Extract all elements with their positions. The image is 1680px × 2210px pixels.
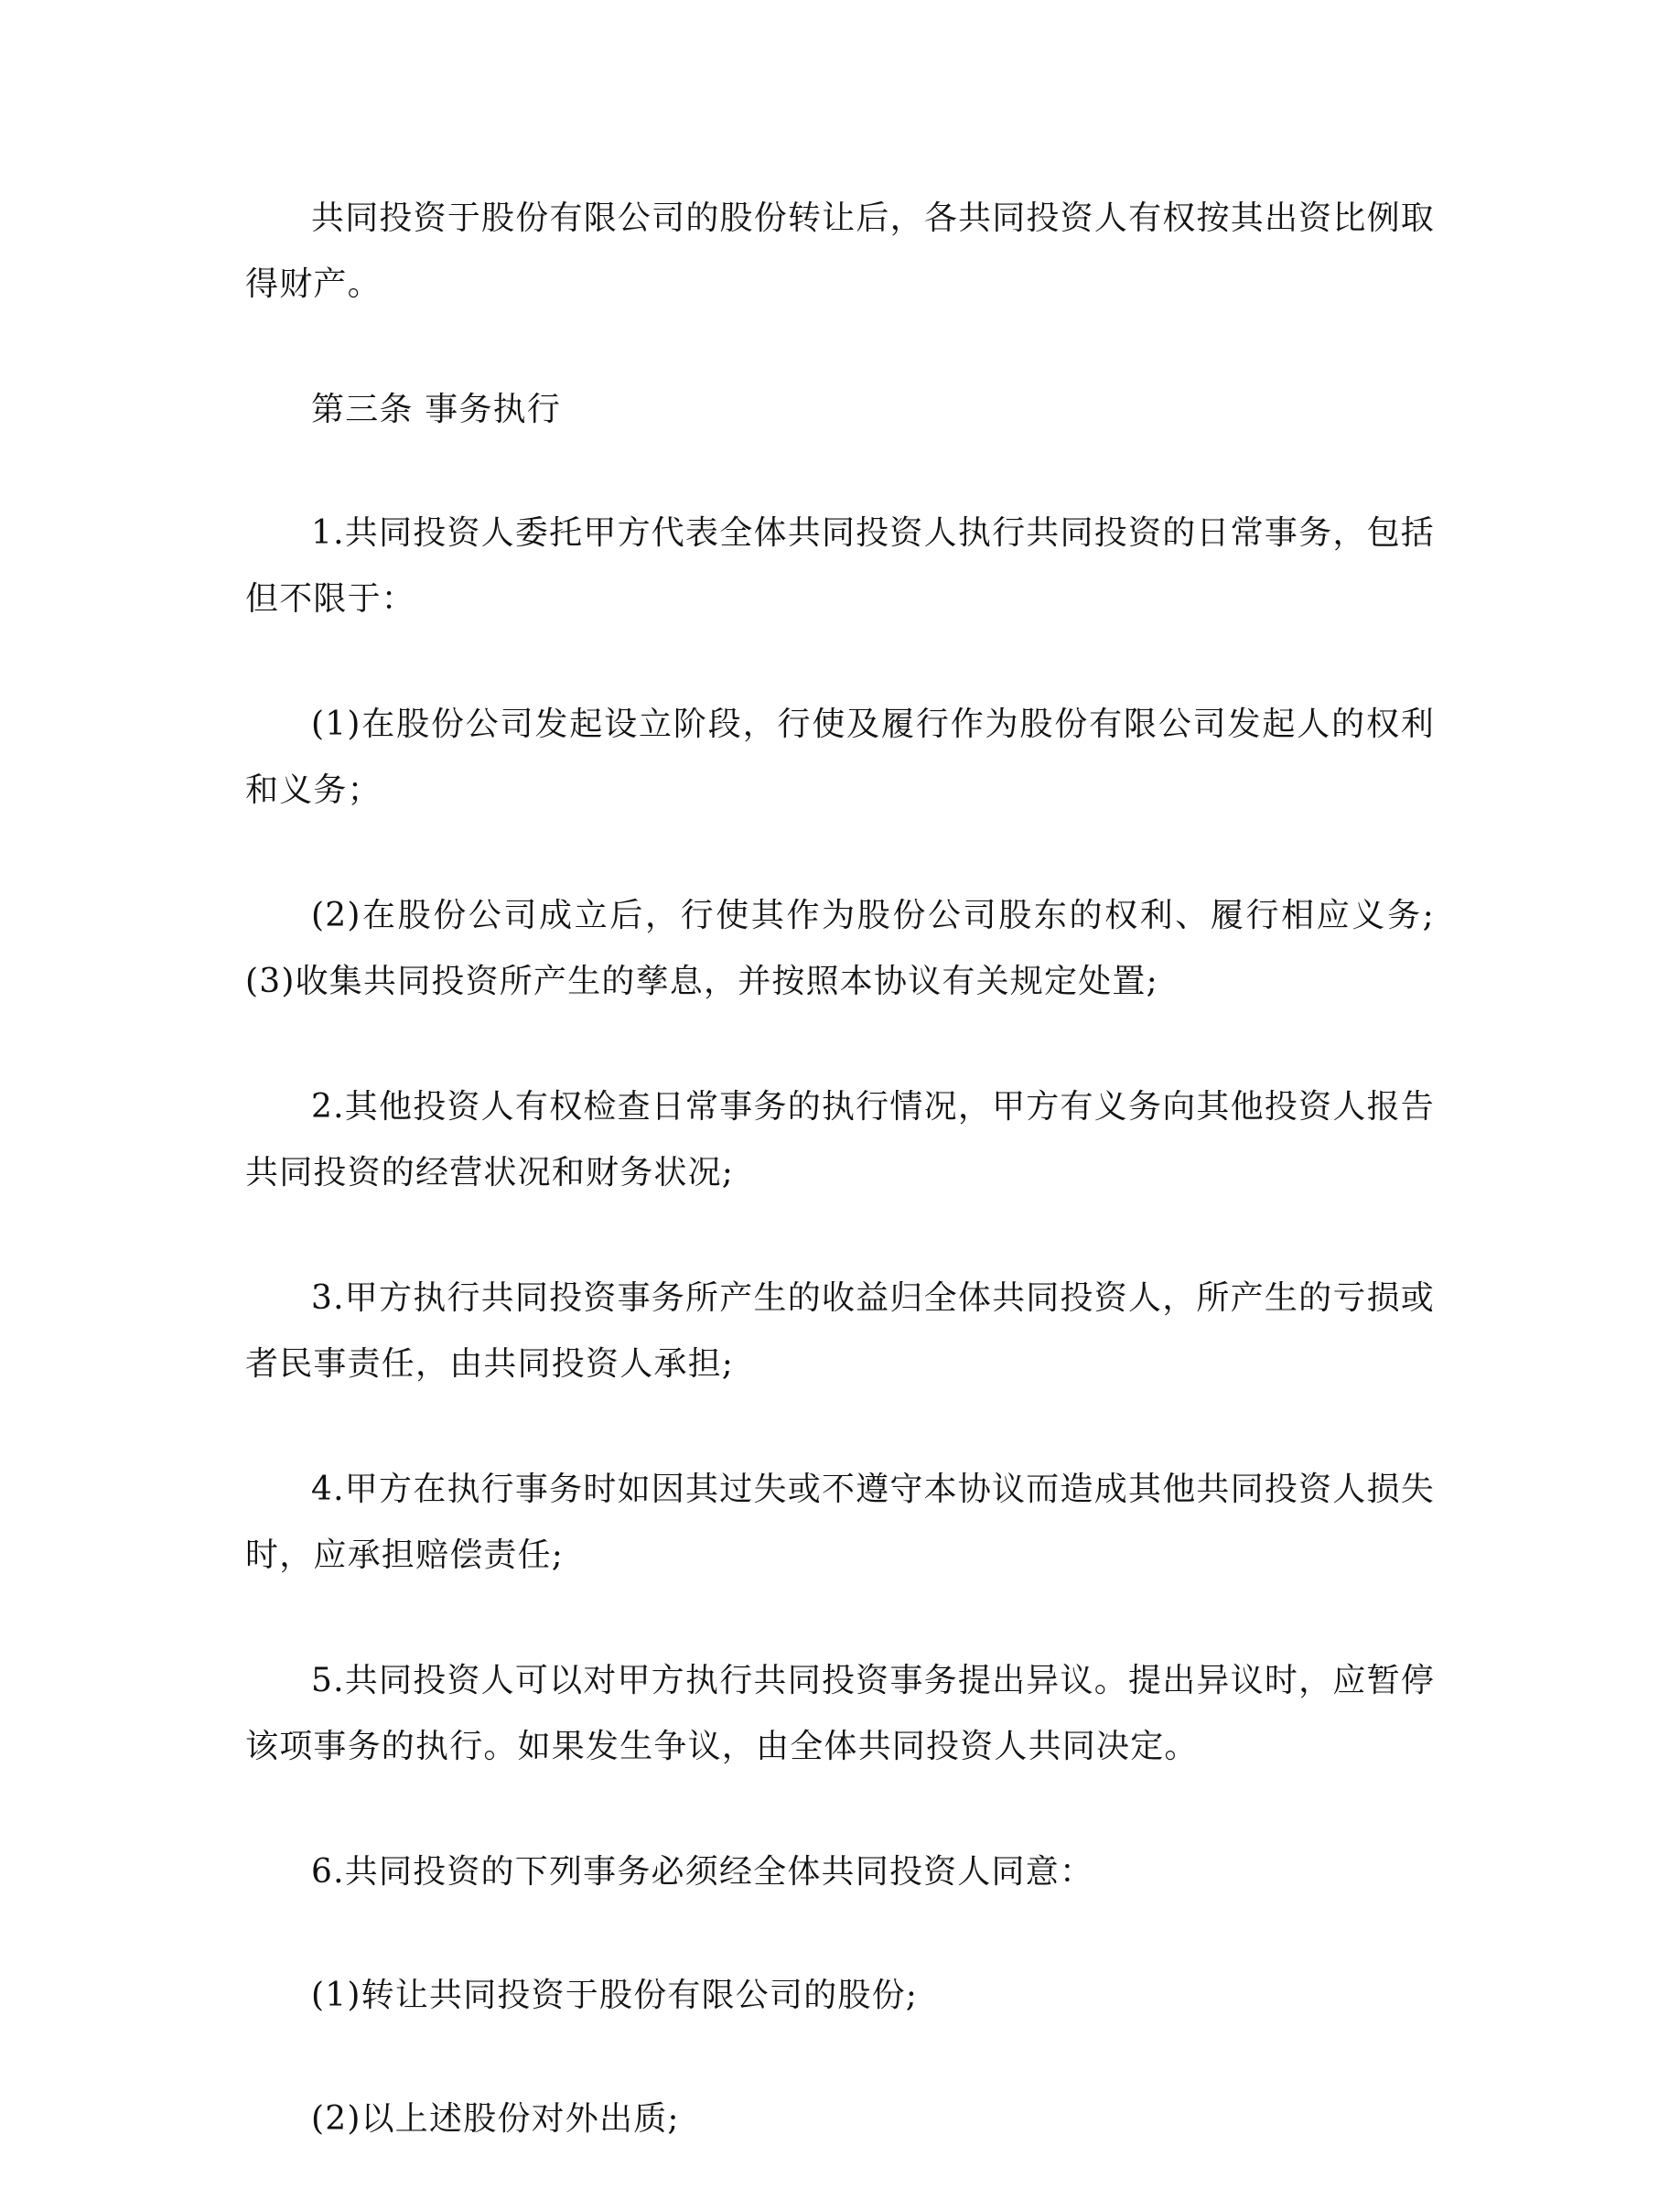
paragraph-clause-4: 4.甲方在执行事务时如因其过失或不遵守本协议而造成其他共同投资人损失时，应承担赔偿责任; [245,1471,1435,1574]
paragraph-clause-2: 2.其他投资人有权检查日常事务的执行情况，甲方有义务向其他投资人报告共同投资的经营状况和财务状况; [245,1088,1435,1191]
paragraph-clause-1: 1.共同投资人委托甲方代表全体共同投资人执行共同投资的日常事务，包括但不限于： [245,514,1435,618]
document-body [245,186,1435,2210]
paragraph-clause-6-item-2: (2)以上述股份对外出质; [311,2100,680,2138]
paragraph-clause-1-item-2-3: (2)在股份公司成立后，行使其作为股份公司股东的权利、履行相应义务; (3)收集共同投资所产生的孳息，并按照本协议有关规定处置; [245,897,1435,1000]
paragraph-share-transfer: 共同投资于股份有限公司的股份转让后，各共同投资人有权按其出资比例取得财产。 [245,199,1435,303]
paragraph-clause-5: 5.共同投资人可以对甲方执行共同投资事务提出异议。提出异议时，应暂停该项事务的执行。如果发生争议，由全体共同投资人共同决定。 [245,1662,1435,1765]
article-heading: 第三条 事务执行 [311,391,562,428]
paragraph-clause-6: 6.共同投资的下列事务必须经全体共同投资人同意： [311,1853,1094,1891]
paragraph-clause-1-item-1: (1)在股份公司发起设立阶段，行使及履行作为股份有限公司发起人的权利和义务； [245,706,1435,809]
paragraph-clause-6-item-1: (1)转让共同投资于股份有限公司的股份; [311,1977,919,2014]
paragraph-clause-3: 3.甲方执行共同投资事务所产生的收益归全体共同投资人，所产生的亏损或者民事责任，由共同投资人承担; [245,1279,1435,1383]
